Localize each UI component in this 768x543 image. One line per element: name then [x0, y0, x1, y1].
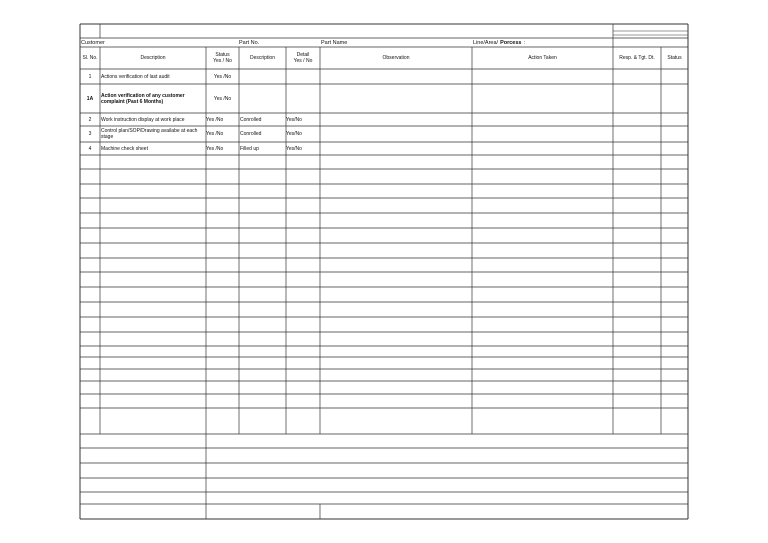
row-2-detail: Yes/No: [286, 116, 302, 123]
row-3-no: 3: [88, 131, 92, 137]
process-text: Porcess: [500, 39, 522, 46]
row-2-status: Yes /No: [206, 116, 224, 123]
row-4-description: Machine check sheet: [101, 145, 148, 152]
header-status-line2: Yes / No: [213, 58, 232, 64]
header-status-final: Status: [667, 55, 682, 61]
header-detail: [286, 47, 320, 69]
line-area-text: Line/Area/: [473, 39, 499, 46]
part-name-label: Part Name: [321, 39, 348, 46]
header-status: [206, 47, 239, 69]
row-2-description-2: Conrolled: [240, 116, 262, 123]
header-detail-line2: Yes / No: [293, 58, 313, 64]
line-area-label: [472, 38, 612, 47]
header-sl-no: Sl. No.: [82, 55, 98, 61]
row-1-status: Yes /No: [213, 73, 232, 80]
row-2-description: Work instruction display at work place: [101, 116, 185, 123]
row-4-no: 4: [88, 145, 92, 152]
row-1a-description: Action verification of any customer complaint (Past 6 Months): [101, 92, 185, 105]
row-3-description: Control plan/SOP/Drawing availabe at each stage: [101, 128, 198, 140]
row-3-description-2: Conrolled: [240, 131, 262, 137]
row-1-no: 1: [88, 73, 92, 80]
header-description-2: Description: [249, 55, 275, 61]
row-1-description: Actions verification of last audit: [101, 73, 170, 80]
row-1a-no: 1A: [86, 95, 94, 102]
colon-text: :: [523, 39, 526, 46]
header-status-line1: Status: [215, 52, 230, 58]
header-detail-line1: Detail: [296, 52, 310, 58]
row-3-detail: Yes/No: [286, 131, 302, 137]
header-description: Description: [140, 55, 166, 61]
header-action-taken: Action Taken: [528, 55, 557, 61]
row-4-detail: Yes/No: [286, 145, 302, 152]
header-resp-tgt: Resp. & Tgt. Dt.: [619, 55, 655, 61]
header-observation: Observation: [382, 55, 410, 61]
row-3-status: Yes /No: [206, 131, 224, 137]
part-no-label: Part No.: [239, 39, 260, 46]
row-4-status: Yes /No: [206, 145, 224, 152]
row-2-no: 2: [88, 116, 92, 123]
row-1a-status: Yes /No: [213, 95, 232, 102]
customer-label: Customer: [81, 39, 105, 46]
row-4-description-2: Filled up: [240, 145, 259, 152]
